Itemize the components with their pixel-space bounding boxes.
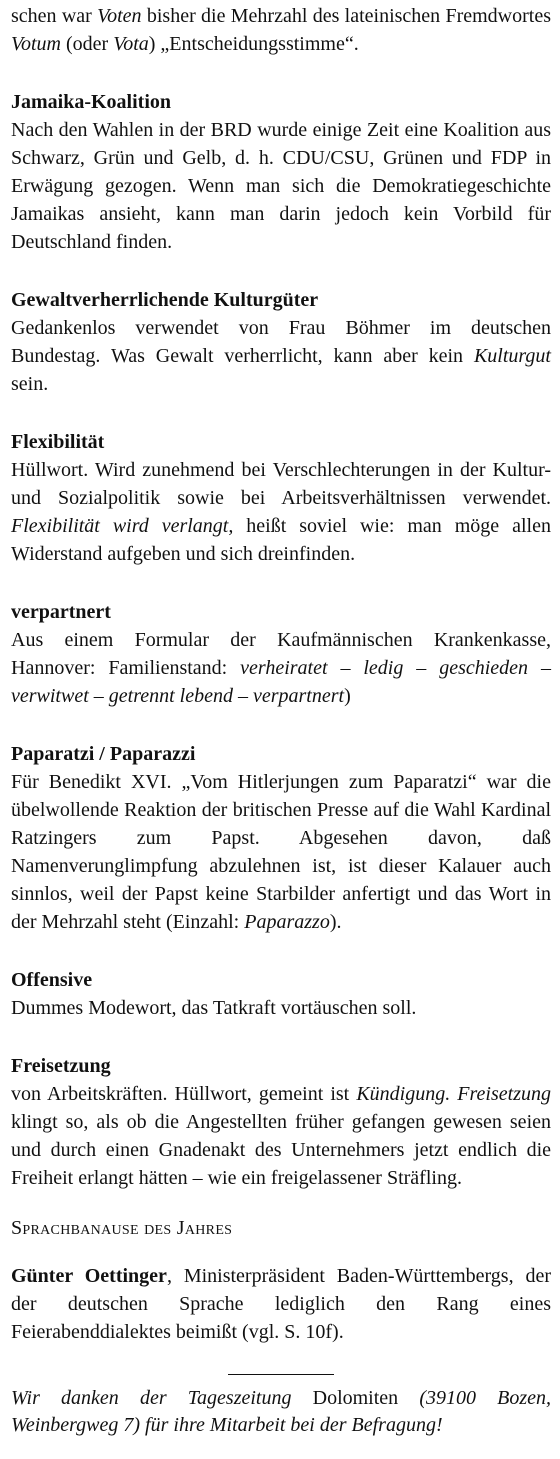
footnote-divider <box>228 1374 334 1375</box>
entry-text: sein. <box>11 373 49 395</box>
intro-italic-votum: Votum <box>11 33 61 55</box>
entry-body <box>11 314 551 398</box>
entry-text: Für Benedikt XVI. „Vom Hitlerjungen zum Paparatzi“ war die übelwollende Reaktion der britischen Presse auf die Wahl Kardinal Ratzingers zum Papst. Abgesehen davon, daß Namenverunglimpfung abzulehnen ist, ist dieser Kalauer auch sinnlos, weil der Papst keine Starbilder anfertigt und das Wort in der Mehrzahl steht (Einzahl: <box>11 771 551 933</box>
entry-title: Flexibilität <box>11 431 105 453</box>
section-heading: Sprachbanause des Jahres <box>11 1217 233 1239</box>
entry-title: verpartnert <box>11 601 111 623</box>
entry-text: heißt soviel wie: man möge allen Widerstand aufgeben und sich dreinfinden. <box>11 515 551 565</box>
entry-title: Freisetzung <box>11 1055 111 1077</box>
award-text: , Ministerpräsident Baden-Württembergs, der der deutschen Sprache lediglich den Rang eines Feierabenddialektes beimißt (vgl. S. 10f). <box>11 1265 552 1343</box>
entry-text: Hüllwort. Wird zunehmend bei Verschlechterungen in der Kultur- und Sozialpolitik sowie bei Arbeitsverhältnissen verwendet. <box>11 459 551 509</box>
entry-italic-text: Kündigung. Freisetzung <box>356 1083 551 1105</box>
entry-italic-text: Flexibilität wird verlangt, <box>11 515 234 537</box>
entry-verpartnert <box>11 598 551 710</box>
entry-paparatzi-paparazzi <box>11 740 551 936</box>
entry-title: Offensive <box>11 969 93 991</box>
footnote <box>11 1385 551 1439</box>
entry-text: ) <box>344 685 351 707</box>
intro-paragraph <box>11 2 551 58</box>
entry-flexibilitaet <box>11 428 551 568</box>
entry-text: Gedankenlos verwendet von Frau Böhmer im deutschen Bundestag. Was Gewalt verherrlicht, kann aber kein <box>11 317 551 367</box>
entry-title: Gewaltverherrlichende Kulturgüter <box>11 289 319 311</box>
intro-text-2: bisher die Mehrzahl des lateinischen Fremdwortes <box>141 5 551 27</box>
intro-text-3: (oder <box>61 33 114 55</box>
entry-gewaltverherrlichende-kulturgueter <box>11 286 551 398</box>
intro-text-1: schen war <box>11 5 98 27</box>
entry-text: Aus einem Formular der Kaufmännischen Krankenkasse, Hannover: Familienstand: <box>11 629 551 679</box>
award-paragraph <box>11 1262 551 1346</box>
footnote-text: (39100 Bozen, Weinbergweg 7) für ihre Mitarbeit bei der Befragung! <box>11 1387 552 1436</box>
award-name: Günter Oettinger <box>11 1265 167 1287</box>
entry-italic-text: Kulturgut <box>473 345 551 367</box>
intro-italic-voten: Voten <box>97 5 142 27</box>
entry-title: Jamaika-Koalition <box>11 91 172 113</box>
intro-text-4: ) „Entscheidungsstimme“. <box>148 33 359 55</box>
entry-italic-text: verheiratet – ledig – geschieden – verwitwet – getrennt lebend – verpartnert <box>11 657 551 707</box>
entry-body <box>11 456 551 568</box>
footnote-newspaper-name: Dolomiten <box>312 1387 399 1409</box>
entry-jamaika-koalition <box>11 88 551 256</box>
entry-text: ). <box>329 911 342 933</box>
entry-body: Nach den Wahlen in der BRD wurde einige Zeit eine Koalition aus Schwarz, Grün und Gelb, d. h. CDU/CSU, Grünen und FDP in Erwägung gezogen. Wenn man sich die Demokratiegeschichte Jamaikas ansieht, kann man darin jedoch kein Vorbild für Deutschland finden. <box>11 119 551 253</box>
intro-italic-vota: Vota <box>113 33 149 55</box>
entry-body: Dummes Modewort, das Tatkraft vortäuschen soll. <box>11 997 417 1019</box>
entry-text: klingt so, als ob die Angestellten früher gefangen gewesen seien und durch einen Gnadenakt des Unternehmers jetzt endlich die Freiheit erlangt hätten – wie ein freigelassener Sträfling. <box>11 1111 551 1189</box>
entry-offensive <box>11 966 551 1022</box>
entry-italic-text: Paparazzo <box>244 911 330 933</box>
entry-text: von Arbeitskräften. Hüllwort, gemeint ist <box>11 1083 357 1105</box>
entry-body <box>11 768 551 936</box>
page-content <box>11 0 551 1459</box>
entry-freisetzung <box>11 1052 551 1192</box>
entry-title: Paparatzi / Paparazzi <box>11 743 196 765</box>
footnote-text: Wir danken der Tageszeitung <box>11 1387 313 1409</box>
entry-body <box>11 626 551 710</box>
entry-body <box>11 1080 551 1192</box>
